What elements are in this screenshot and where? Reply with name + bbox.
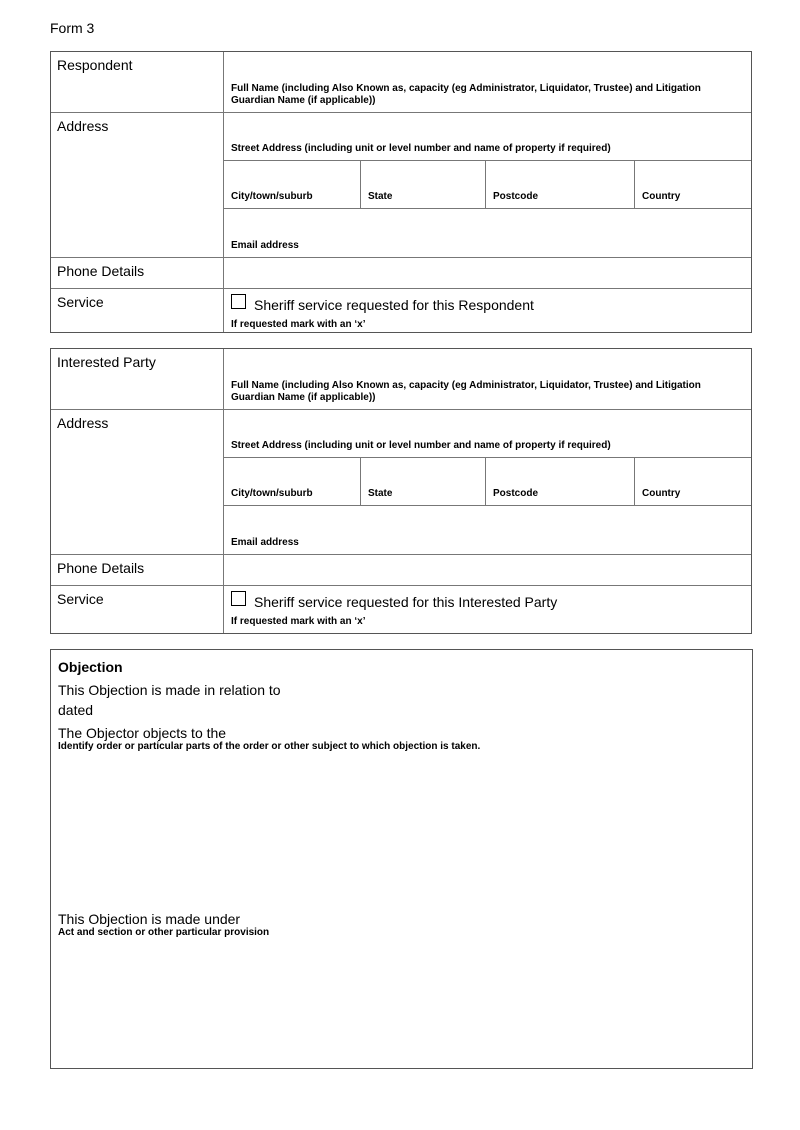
interested-party-label: Interested Party — [51, 349, 224, 409]
email-field[interactable] — [224, 209, 751, 257]
respondent-name-field[interactable] — [224, 52, 751, 112]
respondent-name-row — [51, 52, 751, 113]
service-label: Service — [51, 586, 224, 633]
interested-party-address-row — [51, 410, 751, 555]
city-field[interactable] — [224, 161, 361, 208]
respondent-address-fields — [224, 113, 751, 257]
address-label: Address — [51, 113, 224, 257]
street-address-caption: Street Address (including unit or level number and name of property if required) — [231, 143, 611, 154]
full-name-caption: Full Name (including Also Known as, capacity (eg Administrator, Liquidator, Trustee) and Litigation Guardian Name (if applicable)) — [231, 83, 701, 106]
respondent-label: Respondent — [51, 52, 224, 112]
country-caption: Country — [642, 191, 681, 202]
country-field[interactable] — [635, 458, 751, 505]
interested-party-name-row — [51, 349, 751, 410]
made-in-relation-text: This Objection is made in relation to — [58, 682, 281, 698]
service-field — [224, 289, 751, 332]
respondent-section — [50, 51, 752, 333]
sheriff-service-checkbox[interactable] — [231, 294, 246, 309]
postcode-caption: Postcode — [493, 191, 539, 202]
form-number: Form 3 — [50, 20, 95, 36]
email-caption: Email address — [231, 240, 299, 251]
phone-field[interactable] — [224, 258, 751, 288]
country-field[interactable] — [635, 161, 751, 208]
locality-row — [224, 458, 751, 506]
interested-party-name-field[interactable] — [224, 349, 751, 409]
objects-to-text: The Objector objects to the — [58, 725, 227, 741]
objects-to-note: Identify order or particular parts of the order or other subject to which objection is taken. — [58, 741, 481, 752]
street-address-field[interactable] — [224, 410, 751, 458]
state-caption: State — [368, 488, 393, 499]
street-address-caption: Street Address (including unit or level number and name of property if required) — [231, 440, 611, 451]
service-field — [224, 586, 751, 633]
postcode-caption: Postcode — [493, 488, 539, 499]
state-field[interactable] — [361, 458, 486, 505]
state-field[interactable] — [361, 161, 486, 208]
phone-label: Phone Details — [51, 555, 224, 585]
service-note: If requested mark with an ‘x’ — [231, 616, 366, 627]
email-field[interactable] — [224, 506, 751, 554]
postcode-field[interactable] — [486, 161, 635, 208]
phone-label: Phone Details — [51, 258, 224, 288]
interested-party-phone-row — [51, 555, 751, 586]
made-under-note: Act and section or other particular provision — [58, 927, 270, 938]
state-caption: State — [368, 191, 393, 202]
made-under-text: This Objection is made under — [58, 911, 241, 927]
sheriff-service-checkbox[interactable] — [231, 591, 246, 606]
city-caption: City/town/suburb — [231, 191, 313, 202]
address-label: Address — [51, 410, 224, 554]
interested-party-address-fields — [224, 410, 751, 554]
sheriff-service-text: Sheriff service requested for this Interested Party — [254, 594, 558, 610]
email-caption: Email address — [231, 537, 299, 548]
respondent-phone-row — [51, 258, 751, 289]
objection-heading: Objection — [58, 659, 123, 675]
service-label: Service — [51, 289, 224, 332]
phone-field[interactable] — [224, 555, 751, 585]
street-address-field[interactable] — [224, 113, 751, 161]
city-caption: City/town/suburb — [231, 488, 313, 499]
service-note: If requested mark with an ‘x’ — [231, 319, 366, 330]
full-name-caption: Full Name (including Also Known as, capacity (eg Administrator, Liquidator, Trustee) and Litigation Guardian Name (if applicable)) — [231, 380, 701, 403]
interested-party-service-row — [51, 586, 751, 633]
dated-text: dated — [58, 702, 94, 718]
country-caption: Country — [642, 488, 681, 499]
city-field[interactable] — [224, 458, 361, 505]
interested-party-section — [50, 348, 752, 634]
postcode-field[interactable] — [486, 458, 635, 505]
respondent-address-row — [51, 113, 751, 258]
locality-row — [224, 161, 751, 209]
objection-section — [50, 649, 753, 1069]
respondent-service-row — [51, 289, 751, 332]
sheriff-service-text: Sheriff service requested for this Respondent — [254, 297, 534, 313]
